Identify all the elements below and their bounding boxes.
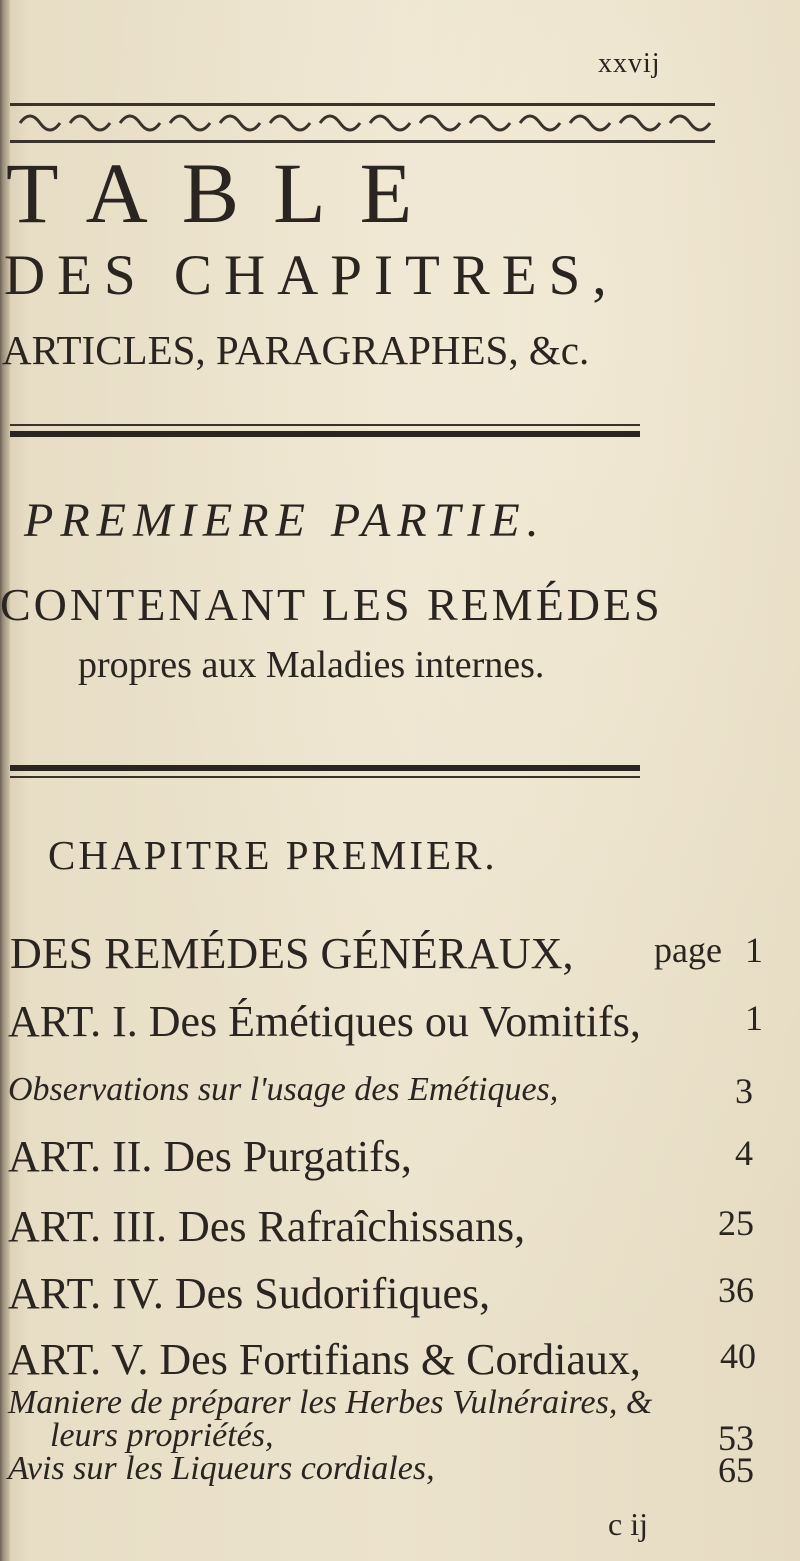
toc-entry-text: DES REMÉDES GÉNÉRAUX, — [10, 929, 574, 978]
toc-page-prefix: page — [654, 930, 722, 970]
signature-mark: c ij — [608, 1506, 648, 1542]
part-containing-sub: propres aux Maladies internes. — [78, 644, 545, 686]
toc-entry-text: Maniere de préparer les Herbes Vulnéraires, & — [8, 1384, 653, 1421]
toc-entry-text: ART. I. Des Émétiques ou Vomitifs, — [8, 997, 641, 1046]
title-articles: ARTICLES, PARAGRAPHES, &c. — [2, 327, 590, 373]
toc-entry — [0, 1452, 800, 1512]
toc-entry-text: ART. II. Des Purgatifs, — [8, 1132, 412, 1181]
toc-page-number: 3 — [735, 1071, 753, 1111]
toc-entry — [0, 997, 800, 1060]
title-des-chapitres: DES CHAPITRES, — [4, 244, 619, 307]
chapter-title: CHAPITRE PREMIER. — [48, 832, 498, 878]
toc-page-number: 40 — [720, 1336, 756, 1376]
toc-entry — [0, 1132, 800, 1195]
toc-entry-text: ART. III. Des Rafraîchissans, — [8, 1202, 526, 1251]
section-rule-middle — [10, 765, 640, 778]
toc-entry-text: ART. IV. Des Sudorifiques, — [8, 1269, 491, 1318]
toc-page-number: 36 — [718, 1270, 754, 1310]
toc-entry — [0, 1202, 800, 1265]
section-rule-top — [10, 424, 640, 437]
toc-entry-text: Avis sur les Liqueurs cordiales, — [8, 1450, 435, 1487]
toc-page-number: 4 — [735, 1133, 753, 1173]
toc-entry-text: Observations sur l'usage des Emétiques, — [8, 1071, 559, 1108]
toc-page-number: 1 — [745, 930, 763, 970]
toc-entry-continuation: leurs propriétés, — [50, 1417, 274, 1454]
part-title: PREMIERE PARTIE. — [24, 494, 546, 547]
part-containing: CONTENANT LES REMÉDES — [0, 579, 663, 630]
toc-page-number: 1 — [745, 998, 763, 1038]
toc-entry — [0, 1269, 800, 1332]
toc-entry — [0, 1073, 800, 1133]
toc-entry — [0, 929, 800, 992]
title-table: TABLE — [6, 145, 447, 241]
ornamental-border — [10, 103, 715, 143]
toc-page-number: 25 — [718, 1203, 754, 1243]
toc-entry-text: ART. V. Des Fortifians & Cordiaux, — [8, 1335, 641, 1384]
toc-page-number: 53 — [718, 1418, 754, 1458]
page-number: xxvij — [598, 48, 661, 79]
toc-page-number: 65 — [718, 1450, 754, 1490]
